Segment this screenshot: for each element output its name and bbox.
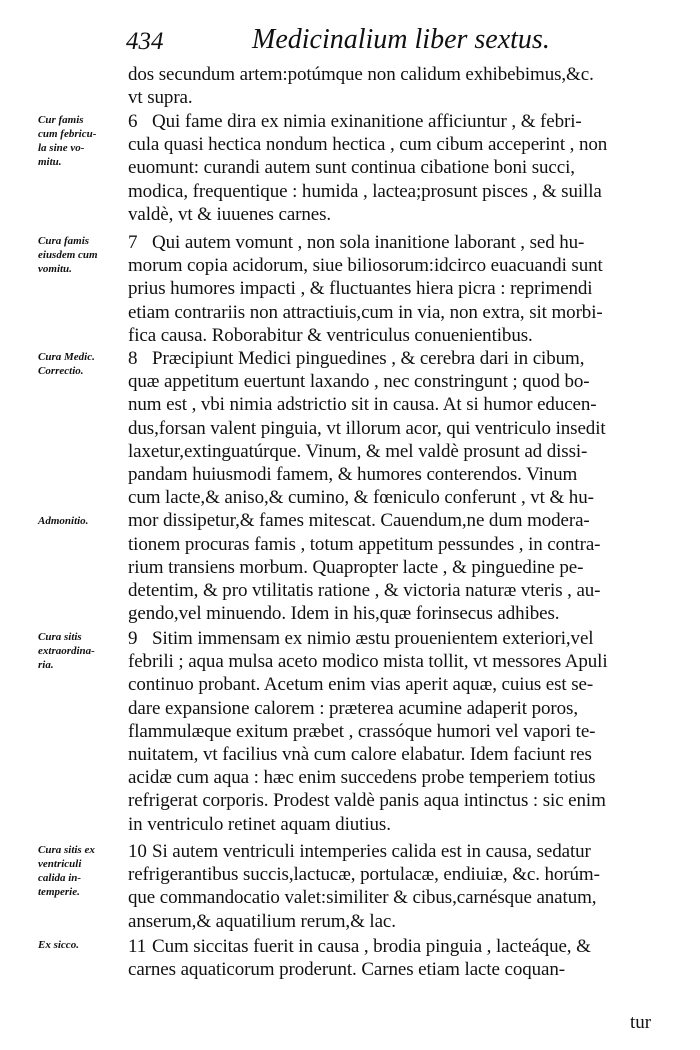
line-text: fica causa. Roborabitur & ventriculus conuenientibus. [128, 324, 533, 346]
margin-note [38, 843, 130, 899]
text-line [128, 556, 673, 579]
continuation-text [128, 63, 673, 109]
paragraph-section [128, 347, 673, 625]
line-text: Si autem ventriculi intemperies calida est in causa, sedatur [152, 841, 591, 862]
margin-note-line: Correctio. [38, 365, 84, 377]
section-number: 8 [128, 348, 138, 369]
text-line [128, 579, 673, 602]
margin-note-line: cum febricu- [38, 128, 97, 140]
section-number: 6 [128, 111, 138, 132]
text-line [128, 743, 673, 766]
line-text: cum lacte,& aniso,& cumino, & fœniculo conferunt , vt & hu- [128, 487, 594, 509]
line-text: detentim, & pro vtilitatis ratione , & victoria naturæ vteris , au- [128, 580, 601, 602]
text-line [128, 110, 673, 133]
text-line [128, 324, 673, 347]
text-line [128, 935, 673, 958]
margin-note-line: calida in- [38, 872, 82, 884]
text-line [128, 509, 673, 532]
text-line: vt supra. [128, 87, 193, 109]
text-line [128, 650, 673, 673]
text-line [128, 863, 673, 886]
text-line [128, 277, 673, 300]
line-text: in ventriculo retinet aquam diutius. [128, 813, 391, 835]
margin-note-line: Cura sitis ex [38, 844, 95, 856]
text-line [128, 254, 673, 277]
text-line [128, 840, 673, 863]
text-line [128, 417, 673, 440]
section-number: 7 [128, 232, 138, 253]
line-text: que commandocatio valet:similiter & cibus,carnésque anatum, [128, 887, 597, 909]
margin-note-line: la sine vo- [38, 142, 85, 154]
line-text: flammulæque exitum præbet , crassóque humori vel vapori te- [128, 720, 596, 742]
text-line [128, 533, 673, 556]
text-line [128, 440, 673, 463]
text-line [128, 133, 673, 156]
margin-note-line: ria. [38, 659, 54, 671]
text-line [128, 203, 673, 226]
text-line [128, 486, 673, 509]
line-text: gendo,vel minuendo. Idem in his,quæ forinsecus adhibes. [128, 603, 560, 625]
catchword: tur [630, 1012, 652, 1033]
text-line [128, 156, 673, 179]
margin-note-line: Cura famis [38, 235, 90, 247]
line-text: acidæ cum aqua : hæc enim succedens probe temperiem totius [128, 767, 596, 789]
line-text: valdè, vt & iuuenes carnes. [128, 203, 332, 225]
text-line [128, 766, 673, 789]
line-text: carnes aquaticorum proderunt. Carnes etiam lacte coquan- [128, 959, 566, 981]
text-line [128, 393, 673, 416]
text-line [128, 813, 673, 836]
line-text: quæ appetitum euertunt laxando , nec constringunt ; quod bo- [128, 371, 590, 393]
line-text: etiam contrariis non attractiuis,cum in via, non extra, sit morbi- [128, 301, 603, 323]
text-line [128, 673, 673, 696]
text-line [128, 180, 673, 203]
text-line [128, 347, 673, 370]
line-text: prius humores impacti , & fluctuantes hiera picra : reprimendi [128, 278, 593, 300]
line-text: Præcipiunt Medici pinguedines , & cerebra dari in cibum, [152, 348, 585, 369]
text-line [128, 789, 673, 812]
text-line [128, 463, 673, 486]
text-line [128, 602, 673, 625]
text-line [128, 627, 673, 650]
paragraph-section [128, 935, 673, 981]
section-number: 9 [128, 628, 138, 649]
line-text: dare expansione calorem : præterea acumine adaperit poros, [128, 697, 578, 719]
text-line [128, 301, 673, 324]
line-text: nuitatem, vt facilius vnà cum calore elabatur. Idem faciunt res [128, 744, 592, 766]
section-number: 11 [128, 936, 147, 957]
text-line [128, 370, 673, 393]
line-text: Qui fame dira ex nimia exinanitione afficiuntur , & febri- [152, 111, 582, 132]
margin-note [38, 113, 130, 169]
paragraph-section [128, 627, 673, 836]
margin-note-line: Cura Medic. [38, 351, 95, 363]
margin-note-line: Ex sicco. [38, 939, 79, 951]
text-line [128, 720, 673, 743]
line-text: laxetur,extinguatúrque. Vinum, & mel valdè prosunt ad dissi- [128, 440, 588, 462]
margin-note-line: eiusdem cum [38, 249, 98, 261]
margin-note [38, 350, 130, 378]
running-title: Medicinalium liber sextus. [252, 24, 550, 55]
text-line [128, 697, 673, 720]
paragraph-section [128, 110, 673, 226]
line-text: Qui autem vomunt , non sola inanitione laborant , sed hu- [152, 232, 585, 253]
line-text: num est , vbi nimia adstrictio sit in causa. At si humor educen- [128, 394, 597, 416]
text-line [128, 886, 673, 909]
line-text: Sitim immensam ex nimio æstu prouenientem exteriori,vel [152, 628, 594, 649]
paragraph-section [128, 840, 673, 933]
margin-note-admonitio: Admonitio. [38, 515, 89, 528]
line-text: tionem procuras famis , totum appetitum pessundes , in contra- [128, 533, 601, 555]
margin-note-line: extraordina- [38, 645, 95, 657]
line-text: morum copia acidorum, siue biliosorum:idcirco euacuandi sunt [128, 255, 603, 277]
paragraph-section [128, 231, 673, 347]
margin-note-line: mitu. [38, 156, 62, 168]
margin-note [38, 234, 130, 276]
line-text: anserum,& aquatilium rerum,& lac. [128, 910, 396, 932]
margin-note-line: Cur famis [38, 114, 84, 126]
line-text: mor dissipetur,& fames mitescat. Cauendum,ne dum modera- [128, 510, 590, 532]
line-text: refrigerat corporis. Prodest valdè panis aqua intinctus : sic enim [128, 790, 606, 812]
line-text: continuo probant. Acetum enim vias aperit aquæ, cuius est se- [128, 674, 594, 696]
margin-note [38, 938, 130, 952]
line-text: febrili ; aqua mulsa aceto modico mista tollit, vt messores Apuli [128, 651, 608, 673]
page-header [126, 22, 666, 62]
line-text: cula quasi hectica nondum hectica , cum cibum acceperint , non [128, 134, 608, 156]
margin-note-line: temperie. [38, 886, 80, 898]
margin-note-line: ventriculi [38, 858, 82, 870]
margin-note [38, 630, 130, 672]
text-line [128, 958, 673, 981]
text-line [128, 910, 673, 933]
section-number: 10 [128, 841, 147, 862]
margin-note-line: Cura sitis [38, 631, 82, 643]
line-text: rium transiens morbum. Quapropter lacte , & pinguedine pe- [128, 556, 584, 578]
line-text: refrigerantibus succis,lactucæ, portulacæ, endiuiæ, &c. horúm- [128, 864, 600, 886]
line-text: Cum siccitas fuerit in causa , brodia pinguia , lacteáque, & [152, 936, 591, 957]
text-line: dos secundum artem:potúmque non calidum exhibebimus,&c. [128, 64, 594, 85]
page-number: 434 [126, 28, 164, 55]
text-line [128, 231, 673, 254]
line-text: euomunt: curandi autem sunt continua cibatione boni succi, [128, 157, 575, 179]
line-text: dus,forsan valent pinguia, vt illorum acor, qui ventriculo insedit [128, 417, 606, 439]
line-text: modica, frequentique : humida , lactea;prosunt pisces , & suilla [128, 180, 602, 202]
margin-note-line: vomitu. [38, 263, 72, 275]
line-text: pandam huiusmodi famem, & humores conterendos. Vinum [128, 464, 578, 486]
